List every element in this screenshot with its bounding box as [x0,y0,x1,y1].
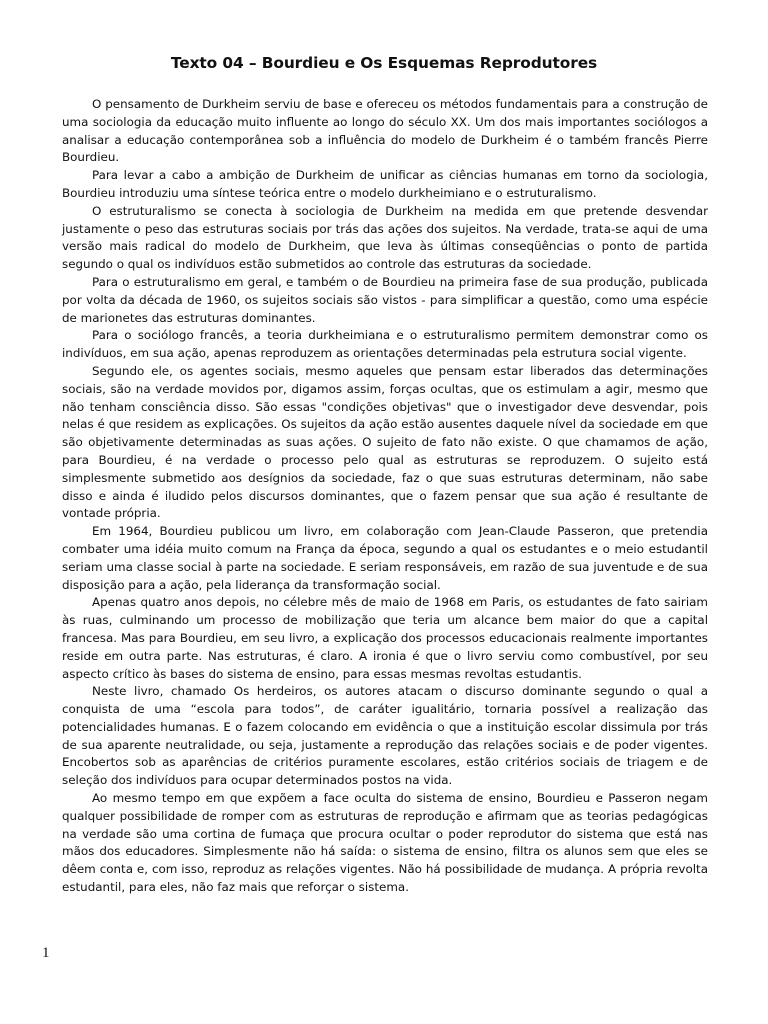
paragraph: Ao mesmo tempo em que expõem a face oculta do sistema de ensino, Bourdieu e Passeron negam qualquer possibilidade de romper com as estruturas de reprodução e afirmam que as teorias pedagógicas na verdade são uma cortina de fumaça que procura ocultar o poder reprodutor do sistema que está nas mãos dos educadores. Simplesmente não há saída: o sistema de ensino, filtra os alunos sem que eles se dêem conta e, com isso, reproduz as relações vigentes. Não há possibilidade de mudança. A própria revolta estudantil, para eles, não faz mais que reforçar o sistema. [62,791,708,895]
paragraph: Segundo ele, os agentes sociais, mesmo aqueles que pensam estar liberados das determinações sociais, são na verdade movidos por, digamos assim, forças ocultas, que os estimulam a agir, mesmo que não tenham consciência disso. São essas "condições objetivas" que o investigador deve desvendar, pois nelas é que residem as explicações. Os sujeitos da ação estão ausentes daquele nível da sociedade em que são objetivamente determinadas as suas ações. O sujeito de fato não existe. O que chamamos de ação, para Bourdieu, é na verdade o processo pelo qual as estruturas se reproduzem. O sujeito está simplesmente submetido aos desígnios da sociedade, faz o que suas estruturas determinam, não sabe disso e ainda é iludido pelos discursos dominantes, que o fazem pensar que sua ação é resultante de vontade própria. [62,363,708,521]
document-body [62,96,708,897]
paragraph: Para o estruturalismo em geral, e também o de Bourdieu na primeira fase de sua produção, publicada por volta da década de 1960, os sujeitos sociais são vistos - para simplificar a questão, como uma espécie de marionetes das estruturas dominantes. [62,274,708,325]
paragraph: Para levar a cabo a ambição de Durkheim de unificar as ciências humanas em torno da sociologia, Bourdieu introduziu uma síntese teórica entre o modelo durkheimiano e o estruturalismo. [62,168,708,200]
paragraph: Neste livro, chamado Os herdeiros, os autores atacam o discurso dominante segundo o qual a conquista de uma “escola para todos”, de caráter igualitário, tornaria possível a realização das potencialidades humanas. E o fazem colocando em evidência o que a instituição escolar dissimula por trás de sua aparente neutralidade, ou seja, justamente a reprodução das relações sociais e de poder vigentes. Encobertos sob as aparências de critérios puramente escolares, estão critérios sociais de triagem e de seleção dos indivíduos para ocupar determinados postos na vida. [62,684,708,788]
paragraph: O estruturalismo se conecta à sociologia de Durkheim na medida em que pretende desvendar justamente o peso das estruturas sociais por trás das ações dos sujeitos. Na verdade, trata-se aqui de uma versão mais radical do modelo de Durkheim, que leva às últimas conseqüências o ponto de partida segundo o qual os indivíduos estão submetidos ao controle das estruturas da sociedade. [62,203,708,272]
paragraph: Apenas quatro anos depois, no célebre mês de maio de 1968 em Paris, os estudantes de fato sairiam às ruas, culminando um processo de mobilização que teria um alcance bem maior do que a capital francesa. Mas para Bourdieu, em seu livro, a explicação dos processos educacionais realmente importantes reside em outra parte. Nas estruturas, é claro. A ironia é que o livro serviu como combustível, por seu aspecto crítico às bases do sistema de ensino, para essas mesmas revoltas estudantis. [62,595,708,681]
paragraph: Para o sociólogo francês, a teoria durkheimiana e o estruturalismo permitem demonstrar como os indivíduos, em sua ação, apenas reproduzem as orientações determinadas pela estrutura social vigente. [62,328,708,361]
paragraph: O pensamento de Durkheim serviu de base e ofereceu os métodos fundamentais para a construção de uma sociologia da educação muito influente ao longo do século XX. Um dos mais importantes sociólogos a analisar a educação contemporânea sob a influência do modelo de Durkheim é o também francês Pierre Bourdieu. [62,97,708,165]
paragraph: Em 1964, Bourdieu publicou um livro, em colaboração com Jean-Claude Passeron, que pretendia combater uma idéia muito comum na França da época, segundo a qual os estudantes e o meio estudantil seriam uma classe social à parte na sociedade. E seriam responsáveis, em razão de sua juventude e de sua disposição para a ação, pela liderança da transformação social. [62,524,708,592]
page-number: 1 [42,945,50,961]
document-title: Texto 04 – Bourdieu e Os Esquemas Reprodutores [170,54,598,72]
